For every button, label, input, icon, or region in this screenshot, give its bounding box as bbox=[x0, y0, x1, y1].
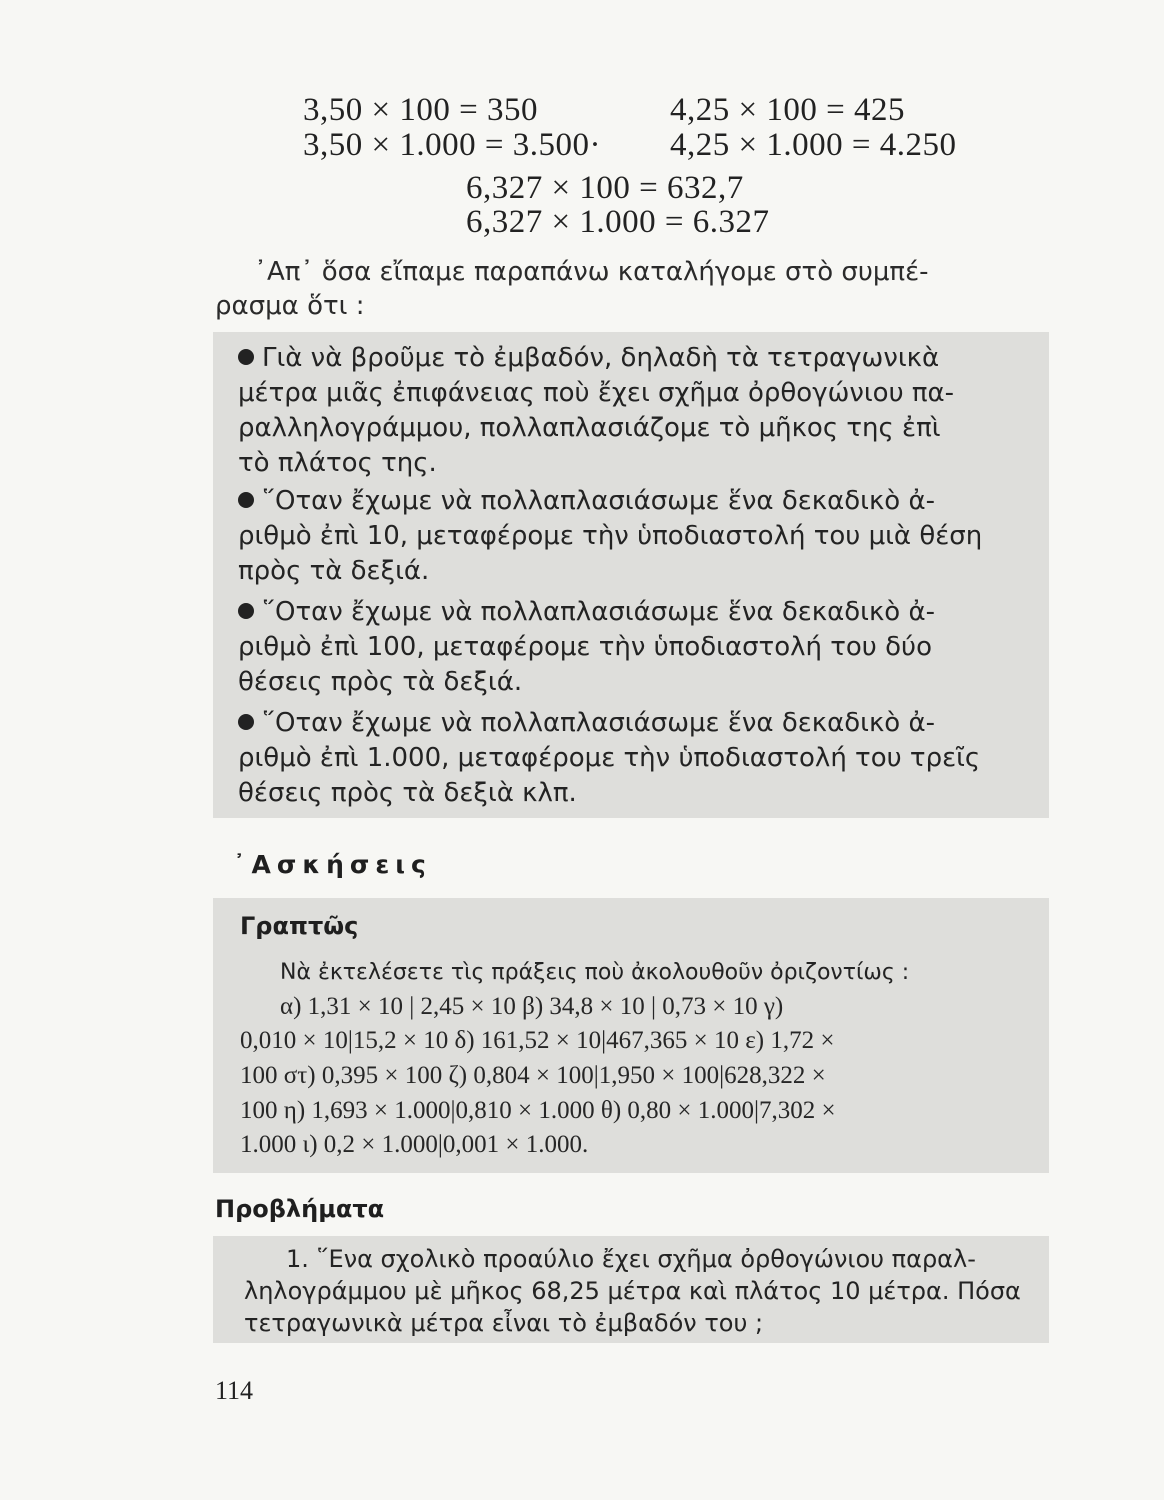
intro-line: ρασμα ὅτι : bbox=[215, 291, 365, 321]
exercise-line: 1.000 ι) 0,2 × 1.000|0,001 × 1.000. bbox=[240, 1131, 589, 1158]
equation: 6,327 × 1.000 = 6.327 bbox=[466, 204, 770, 240]
exercise-line: 100 στ) 0,395 × 100 ζ) 0,804 × 100|1,950 × 100|628,322 × bbox=[240, 1062, 826, 1089]
equation: 3,50 × 1.000 = 3.500· bbox=[303, 127, 601, 163]
equation: 4,25 × 100 = 425 bbox=[670, 92, 905, 128]
problems-heading: Προβλήματα bbox=[215, 1195, 385, 1223]
exercises-heading: ᾿Ασκήσεις bbox=[233, 850, 432, 879]
exercise-line: α) 1,31 × 10 | 2,45 × 10 β) 34,8 × 10 | 0,73 × 10 γ) bbox=[280, 993, 784, 1020]
bullet-icon bbox=[238, 714, 254, 730]
page-number: 114 bbox=[215, 1376, 254, 1405]
bullet-icon bbox=[238, 492, 254, 508]
bullet-icon bbox=[238, 603, 254, 619]
rule-line: ριθμὸ ἐπὶ 1.000, μεταφέρομε τὴν ὑποδιαστολή του τρεῖς bbox=[238, 743, 981, 773]
exercise-line: 0,010 × 10|15,2 × 10 δ) 161,52 × 10|467,365 × 10 ε) 1,72 × bbox=[240, 1027, 835, 1054]
rule-line: Γιὰ νὰ βροῦμε τὸ ἐμβαδόν, δηλαδὴ τὰ τετραγωνικὰ bbox=[238, 343, 939, 373]
rule-line: ριθμὸ ἐπὶ 100, μεταφέρομε τὴν ὑποδιαστολή του δύο bbox=[238, 632, 932, 662]
exercise-instruction: Νὰ ἐκτελέσετε τὶς πράξεις ποὺ ἀκολουθοῦν ὀριζοντίως : bbox=[280, 960, 910, 985]
rule-line: τὸ πλάτος της. bbox=[238, 448, 437, 478]
rule-line: ῞Οταν ἔχωμε νὰ πολλαπλασιάσωμε ἕνα δεκαδικὸ ἀ- bbox=[238, 597, 935, 627]
rule-line: θέσεις πρὸς τὰ δεξιὰ κλπ. bbox=[238, 778, 577, 808]
exercise-line: 100 η) 1,693 × 1.000|0,810 × 1.000 θ) 0,80 × 1.000|7,302 × bbox=[240, 1097, 836, 1124]
bullet-icon bbox=[238, 349, 254, 365]
rule-line: θέσεις πρὸς τὰ δεξιά. bbox=[238, 667, 523, 697]
problem-line: 1. ῞Ενα σχολικὸ προαύλιο ἔχει σχῆμα ὀρθογώνιου παραλ- bbox=[286, 1245, 976, 1273]
equation: 4,25 × 1.000 = 4.250 bbox=[670, 127, 957, 163]
rule-line: μέτρα μιᾶς ἐπιφάνειας ποὺ ἔχει σχῆμα ὀρθογώνιου πα- bbox=[238, 378, 955, 408]
rule-line: ῞Οταν ἔχωμε νὰ πολλαπλασιάσωμε ἕνα δεκαδικὸ ἀ- bbox=[238, 486, 935, 516]
rule-line: ῞Οταν ἔχωμε νὰ πολλαπλασιάσωμε ἕνα δεκαδικὸ ἀ- bbox=[238, 708, 935, 738]
intro-line: ᾿Απ᾿ ὅσα εἴπαμε παραπάνω καταλήγομε στὸ συμπέ- bbox=[254, 257, 929, 287]
rule-line: πρὸς τὰ δεξιά. bbox=[238, 556, 430, 586]
problem-line: ληλογράμμου μὲ μῆκος 68,25 μέτρα καὶ πλάτος 10 μέτρα. Πόσα bbox=[244, 1277, 1021, 1305]
problem-line: τετραγωνικὰ μέτρα εἶναι τὸ ἐμβαδόν του ; bbox=[244, 1309, 764, 1337]
equation: 3,50 × 100 = 350 bbox=[303, 92, 538, 128]
rule-line: ραλληλογράμμου, πολλαπλασιάζομε τὸ μῆκος της ἐπὶ bbox=[238, 413, 941, 443]
equation: 6,327 × 100 = 632,7 bbox=[466, 170, 744, 206]
written-heading: Γραπτῶς bbox=[240, 912, 359, 940]
rule-line: ριθμὸ ἐπὶ 10, μεταφέρομε τὴν ὑποδιαστολή του μιὰ θέση bbox=[238, 521, 983, 551]
